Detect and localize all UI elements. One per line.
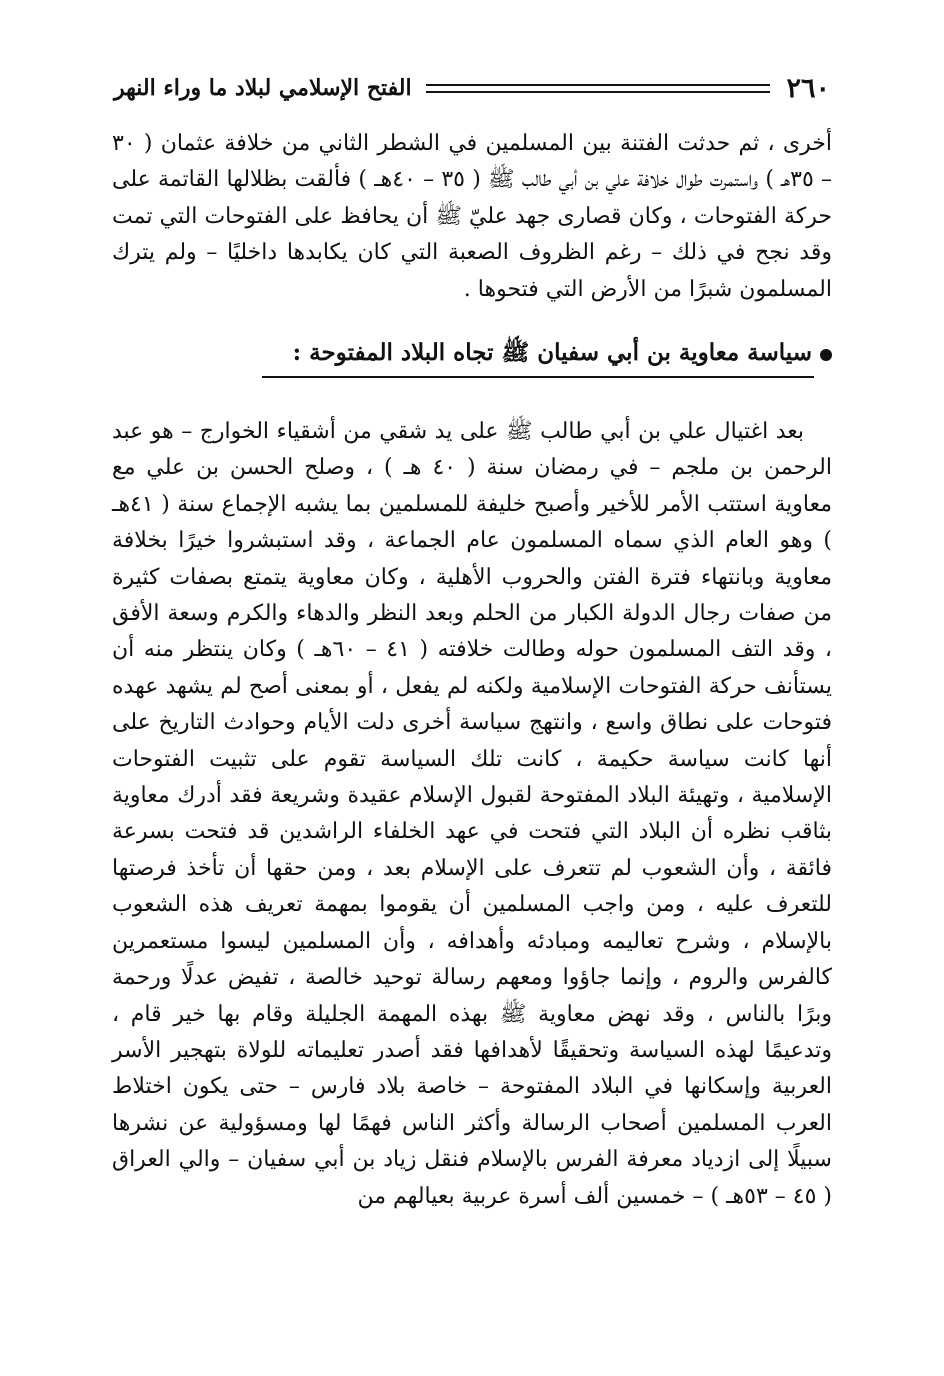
paragraph-top: أخرى ، ثم حدثت الفتنة بين المسلمين في الشطر الثاني من خلافة عثمان ( ٣٠ – ٣٥هـ ) واستمرت طوال خلافة علي بن أبي طالب ﷺ ( ٣٥ – ٤٠هـ ) فألقت بظلالها القاتمة على حركة الفتوحات ، وكان قصارى جهد عليّ ﷺ أن يحافظ على الفتوحات التي تمت وقد نجح في ذلك – رغم الظروف الصعبة التي كان يكابدها داخليًا – ولم يترك المسلمون شبرًا من الأرض التي فتحوها . (112, 131, 833, 302)
bullet-icon (820, 349, 832, 361)
page-number: ٢٦٠ (786, 72, 830, 104)
section-heading (293, 338, 832, 372)
heading-underline (262, 376, 814, 378)
page-header (114, 66, 830, 110)
running-title: الفتح الإسلامي لبلاد ما وراء النهر (114, 75, 412, 101)
header-rule (426, 84, 771, 93)
section-heading-text: سياسة معاوية بن أبي سفيان ﷺ تجاه البلاد المفتوحة : (292, 339, 812, 366)
paragraph-main: بعد اغتيال علي بن أبي طالب ﷺ على يد شقي من أشقياء الخوارج – هو عبد الرحمن بن ملجم – في رمضان سنة ( ٤٠ هـ ) ، وصلح الحسن بن علي مع معاوية استتب الأمر للأخير وأصبح خليفة للمسلمين بما يشبه الإجماع سنة ( ٤١هـ ) وهو العام الذي سماه المسلمون عام الجماعة ، وقد استبشروا خيرًا بخلافة معاوية وبانتهاء فترة الفتن والحروب الأهلية ، وكان معاوية يتمتع بصفات كثيرة من صفات رجال الدولة الكبار من الحلم وبعد النظر والدهاء والكرم وسعة الأفق ، وقد التف المسلمون حوله وطالت خلافته ( ٤١ – ٦٠هـ ) وكان ينتظر منه أن يستأنف حركة الفتوحات الإسلامية ولكنه لم يفعل ، أو بمعنى أصح لم يشهد عهده فتوحات على نطاق واسع ، وانتهج سياسة أخرى دلت الأيام وحوادث التاريخ على أنها كانت سياسة حكيمة ، كانت تلك السياسة تقوم على تثبيت الفتوحات الإسلامية ، وتهيئة البلاد المفتوحة لقبول الإسلام عقيدة وشريعة فقد أدرك معاوية بثاقب نظره أن البلاد التي فتحت في عهد الخلفاء الراشدين قد فتحت بسرعة فائقة ، وأن الشعوب لم تتعرف على الإسلام بعد ، ومن حقها أن تأخذ فرصتها للتعرف عليه ، ومن واجب المسلمين أن يقوموا بمهمة تعريف هذه الشعوب بالإسلام ، وشرح تعاليمه ومبادئه وأهدافه ، وأن المسلمين ليسوا مستعمرين كالفرس والروم ، وإنما جاؤوا ومعهم رسالة توحيد خالصة ، تفيض عدلًا ورحمة وبرًا بالناس ، وقد نهض معاوية ﷺ بهذه المهمة الجليلة وقام بها خير قام ، وتدعيمًا لهذه السياسة وتحقيقًا لأهدافها فقد أصدر تعليماته للولاة بتهجير الأسر العربية وإسكانها في البلاد المفتوحة – خاصة بلاد فارس – حتى يكون اختلاط العرب المسلمين أصحاب الرسالة وأكثر الناس فهمًا لها ومسؤولية عن نشرها سبيلًا إلى ازدياد معرفة الفرس بالإسلام فنقل زياد بن أبي سفيان – والي العراق ( ٤٥ – ٥٣هـ ) – خمسين ألف أسرة عربية بعيالهم من (112, 419, 833, 1209)
